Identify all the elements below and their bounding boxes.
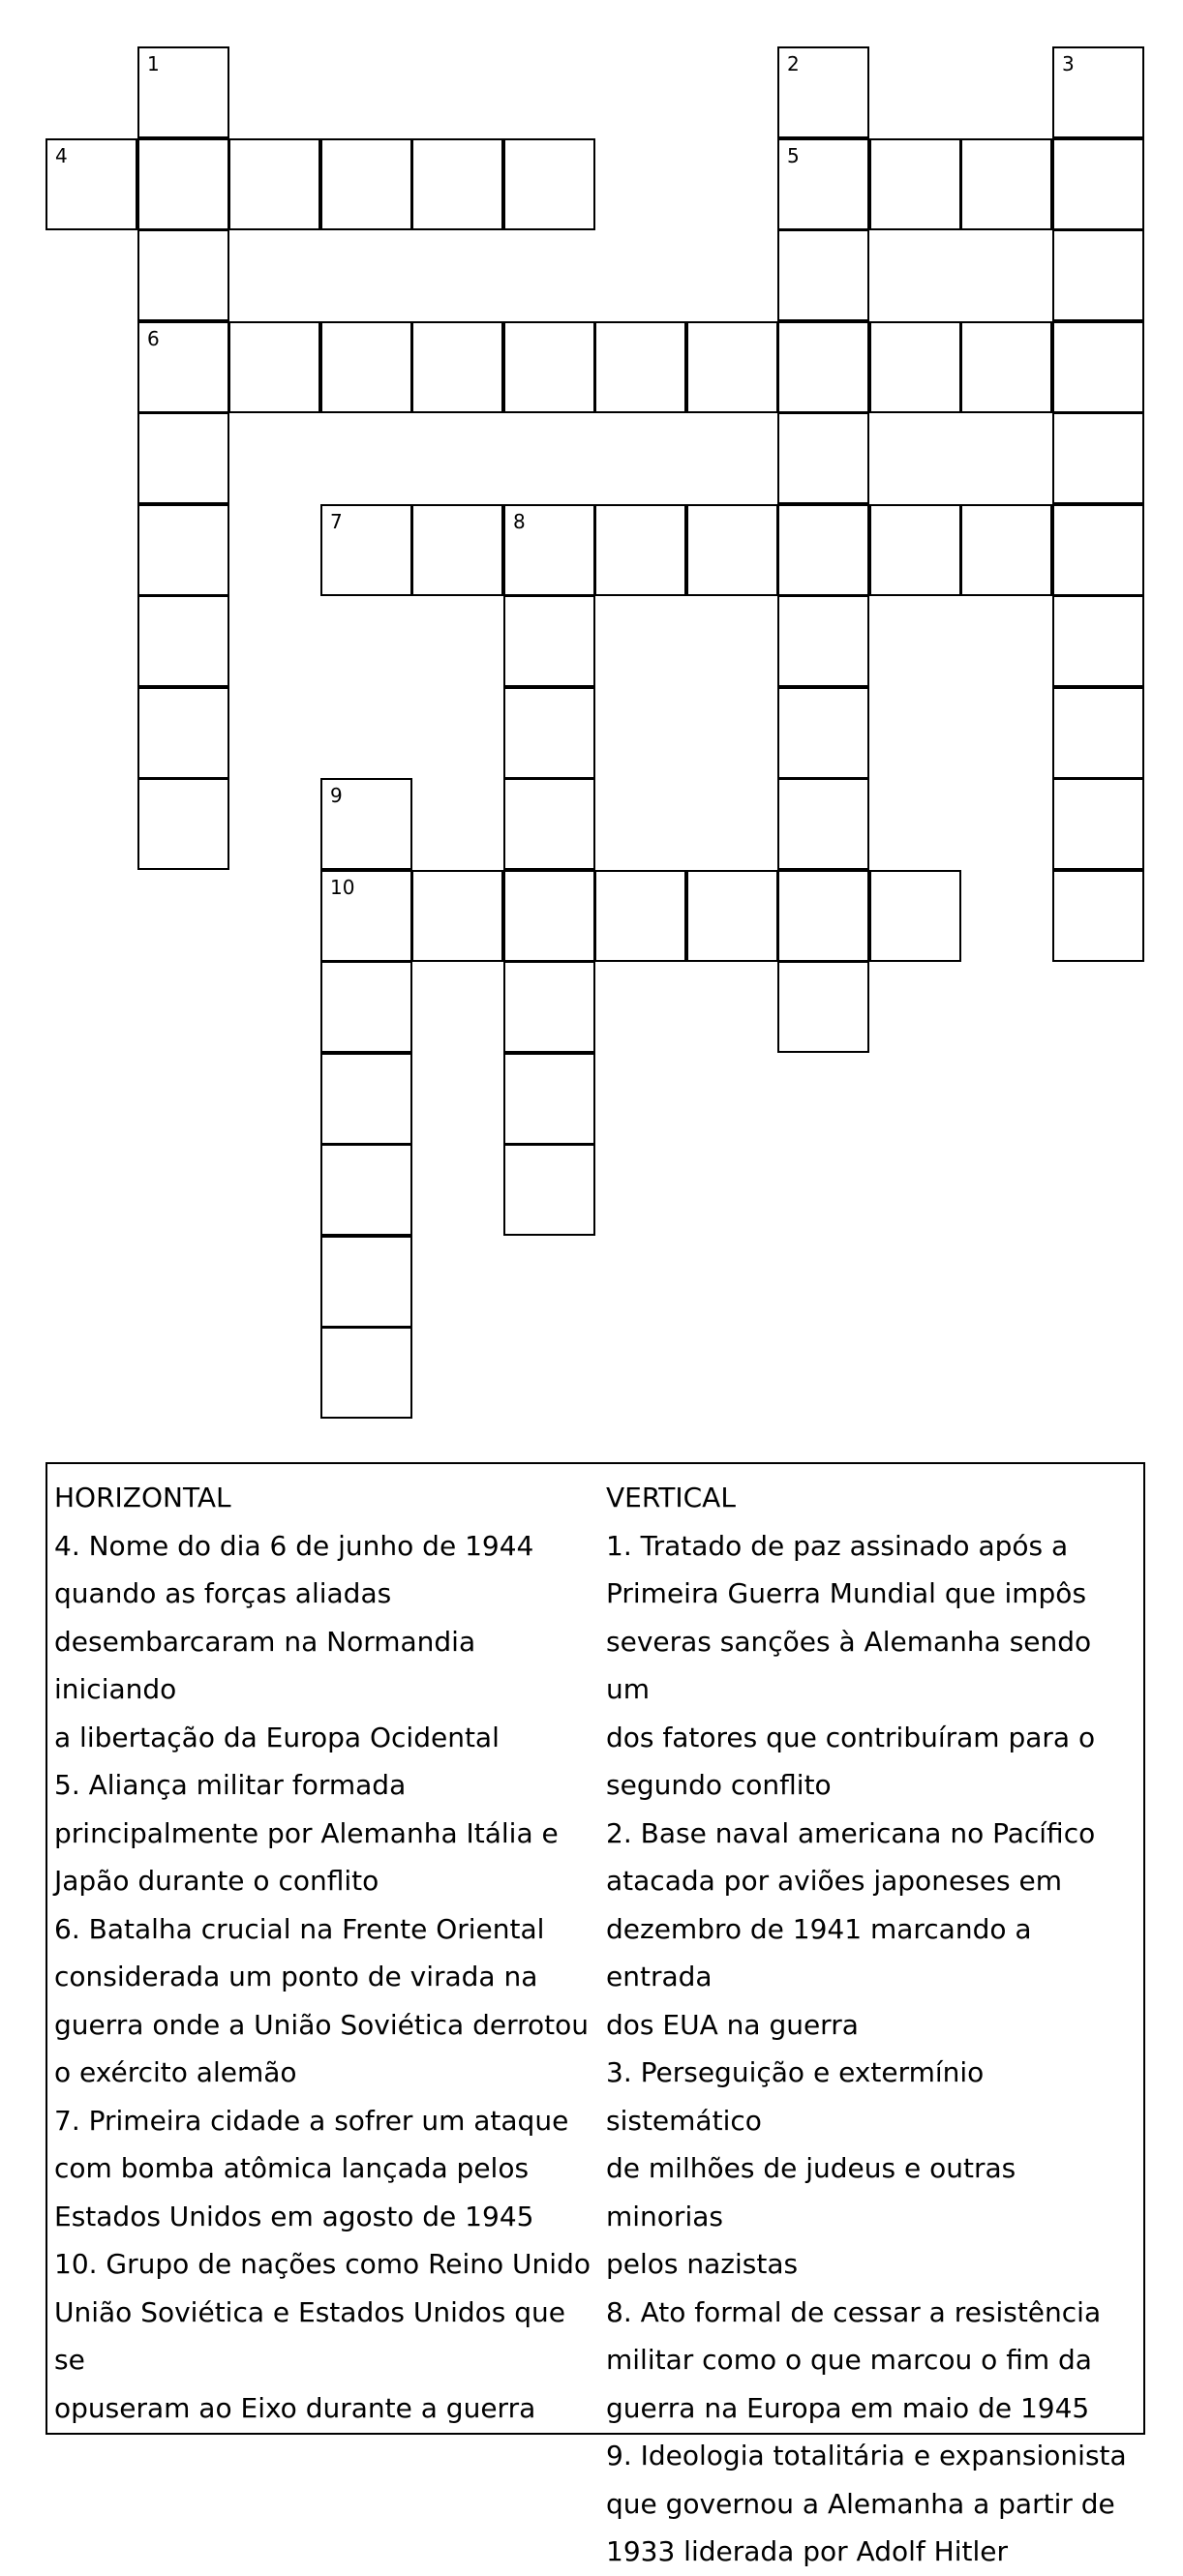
grid-cell[interactable] bbox=[137, 229, 229, 321]
grid-cell[interactable] bbox=[777, 46, 869, 138]
grid-cell[interactable] bbox=[320, 1144, 412, 1236]
grid-cell[interactable] bbox=[503, 595, 595, 687]
grid-cell[interactable] bbox=[1052, 321, 1144, 413]
grid-cell[interactable] bbox=[503, 687, 595, 779]
grid-cell[interactable] bbox=[777, 687, 869, 779]
clue-h-4: 4. Nome do dia 6 de junho de 1944 quando as forças aliadas desembarcaram na Normandia iniciando a libertação da Europa Ocidental bbox=[54, 1529, 534, 1753]
grid-cell[interactable] bbox=[686, 504, 778, 596]
grid-cell[interactable] bbox=[1052, 412, 1144, 504]
clue-h-6: 6. Batalha crucial na Frente Oriental considerada um ponto de virada na guerra onde a União Soviética derrotou o exército alemão bbox=[54, 1912, 589, 2088]
grid-cell[interactable] bbox=[137, 412, 229, 504]
grid-cell[interactable] bbox=[411, 504, 503, 596]
clue-number: 9 bbox=[330, 784, 343, 807]
grid-cell[interactable] bbox=[411, 138, 503, 230]
grid-cell[interactable] bbox=[320, 1236, 412, 1328]
horizontal-heading: HORIZONTAL bbox=[54, 1482, 231, 1513]
grid-cell[interactable] bbox=[1052, 46, 1144, 138]
vertical-heading: VERTICAL bbox=[606, 1482, 736, 1513]
grid-cell[interactable] bbox=[137, 778, 229, 870]
grid-cell[interactable] bbox=[869, 504, 961, 596]
grid-cell[interactable] bbox=[960, 138, 1052, 230]
grid-cell[interactable] bbox=[320, 1053, 412, 1145]
grid-cell[interactable] bbox=[777, 870, 869, 962]
clue-h-10: 10. Grupo de nações como Reino Unido União Soviética e Estados Unidos que se opuseram ao Eixo durante a guerra bbox=[54, 2248, 591, 2424]
grid-cell[interactable] bbox=[960, 321, 1052, 413]
grid-cell[interactable] bbox=[503, 961, 595, 1053]
grid-cell[interactable] bbox=[594, 870, 686, 962]
grid-cell[interactable] bbox=[777, 778, 869, 870]
clue-v-2: 2. Base naval americana no Pacífico atacada por aviões japoneses em dezembro de 1941 marcando a entrada dos EUA na guerra bbox=[606, 1816, 1096, 2041]
clue-v-9: 9. Ideologia totalitária e expansionista que governou a Alemanha a partir de 1933 liderada por Adolf Hitler bbox=[606, 2440, 1127, 2567]
grid-cell[interactable] bbox=[777, 229, 869, 321]
grid-cell[interactable] bbox=[686, 870, 778, 962]
clue-number: 5 bbox=[787, 144, 800, 167]
grid-cell[interactable] bbox=[777, 961, 869, 1053]
grid-cell[interactable] bbox=[1052, 504, 1144, 596]
grid-cell[interactable] bbox=[1052, 229, 1144, 321]
grid-cell[interactable] bbox=[320, 961, 412, 1053]
grid-cell[interactable] bbox=[320, 504, 412, 596]
grid-cell[interactable] bbox=[228, 138, 320, 230]
grid-cell[interactable] bbox=[503, 504, 595, 596]
grid-cell[interactable] bbox=[503, 870, 595, 962]
grid-cell[interactable] bbox=[320, 1327, 412, 1419]
grid-cell[interactable] bbox=[1052, 778, 1144, 870]
clue-h-7: 7. Primeira cidade a sofrer um ataque com bomba atômica lançada pelos Estados Unidos em agosto de 1945 bbox=[54, 2104, 569, 2232]
clue-h-5: 5. Aliança militar formada principalmente por Alemanha Itália e Japão durante o conflito bbox=[54, 1769, 559, 1897]
clue-number: 8 bbox=[513, 510, 526, 533]
grid-cell[interactable] bbox=[503, 138, 595, 230]
clue-v-1: 1. Tratado de paz assinado após a Primeira Guerra Mundial que impôs severas sanções à Alemanha sendo um dos fatores que contribuíram para o segundo conflito bbox=[606, 1529, 1096, 1801]
clue-number: 6 bbox=[147, 327, 160, 350]
grid-cell[interactable] bbox=[411, 321, 503, 413]
grid-cell[interactable] bbox=[503, 321, 595, 413]
grid-cell[interactable] bbox=[594, 321, 686, 413]
horizontal-clues bbox=[54, 1474, 596, 2432]
grid-cell[interactable] bbox=[960, 504, 1052, 596]
clue-number: 3 bbox=[1062, 52, 1075, 75]
grid-cell[interactable] bbox=[228, 321, 320, 413]
grid-cell[interactable] bbox=[320, 870, 412, 962]
grid-cell[interactable] bbox=[1052, 138, 1144, 230]
clue-v-8: 8. Ato formal de cessar a resistência militar como o que marcou o fim da guerra na Europa em maio de 1945 bbox=[606, 2295, 1102, 2424]
grid-cell[interactable] bbox=[777, 504, 869, 596]
clue-v-3: 3. Perseguição e extermínio sistemático de milhões de judeus e outras minorias pelos nazistas bbox=[606, 2056, 1016, 2280]
clue-number: 7 bbox=[330, 510, 343, 533]
grid-cell[interactable] bbox=[411, 870, 503, 962]
grid-cell[interactable] bbox=[137, 504, 229, 596]
grid-cell[interactable] bbox=[503, 1053, 595, 1145]
grid-cell[interactable] bbox=[1052, 595, 1144, 687]
grid-cell[interactable] bbox=[320, 321, 412, 413]
grid-cell[interactable] bbox=[594, 504, 686, 596]
clue-number: 10 bbox=[330, 876, 355, 899]
grid-cell[interactable] bbox=[869, 321, 961, 413]
clue-number: 4 bbox=[55, 144, 68, 167]
grid-cell[interactable] bbox=[869, 138, 961, 230]
grid-cell[interactable] bbox=[686, 321, 778, 413]
grid-cell[interactable] bbox=[137, 687, 229, 779]
grid-cell[interactable] bbox=[320, 138, 412, 230]
grid-cell[interactable] bbox=[320, 778, 412, 870]
clue-number: 2 bbox=[787, 52, 800, 75]
grid-cell[interactable] bbox=[777, 412, 869, 504]
clue-number: 1 bbox=[147, 52, 160, 75]
grid-cell[interactable] bbox=[137, 321, 229, 413]
grid-cell[interactable] bbox=[777, 321, 869, 413]
grid-cell[interactable] bbox=[777, 595, 869, 687]
grid-cell[interactable] bbox=[1052, 870, 1144, 962]
grid-cell[interactable] bbox=[137, 595, 229, 687]
grid-cell[interactable] bbox=[46, 138, 137, 230]
grid-cell[interactable] bbox=[137, 46, 229, 138]
clues-box bbox=[46, 1462, 1145, 2567]
grid-cell[interactable] bbox=[1052, 687, 1144, 779]
vertical-clues bbox=[606, 1474, 1138, 2576]
grid-cell[interactable] bbox=[869, 870, 961, 962]
grid-cell[interactable] bbox=[137, 138, 229, 230]
grid-cell[interactable] bbox=[503, 778, 595, 870]
grid-cell[interactable] bbox=[777, 138, 869, 230]
grid-cell[interactable] bbox=[503, 1144, 595, 1236]
